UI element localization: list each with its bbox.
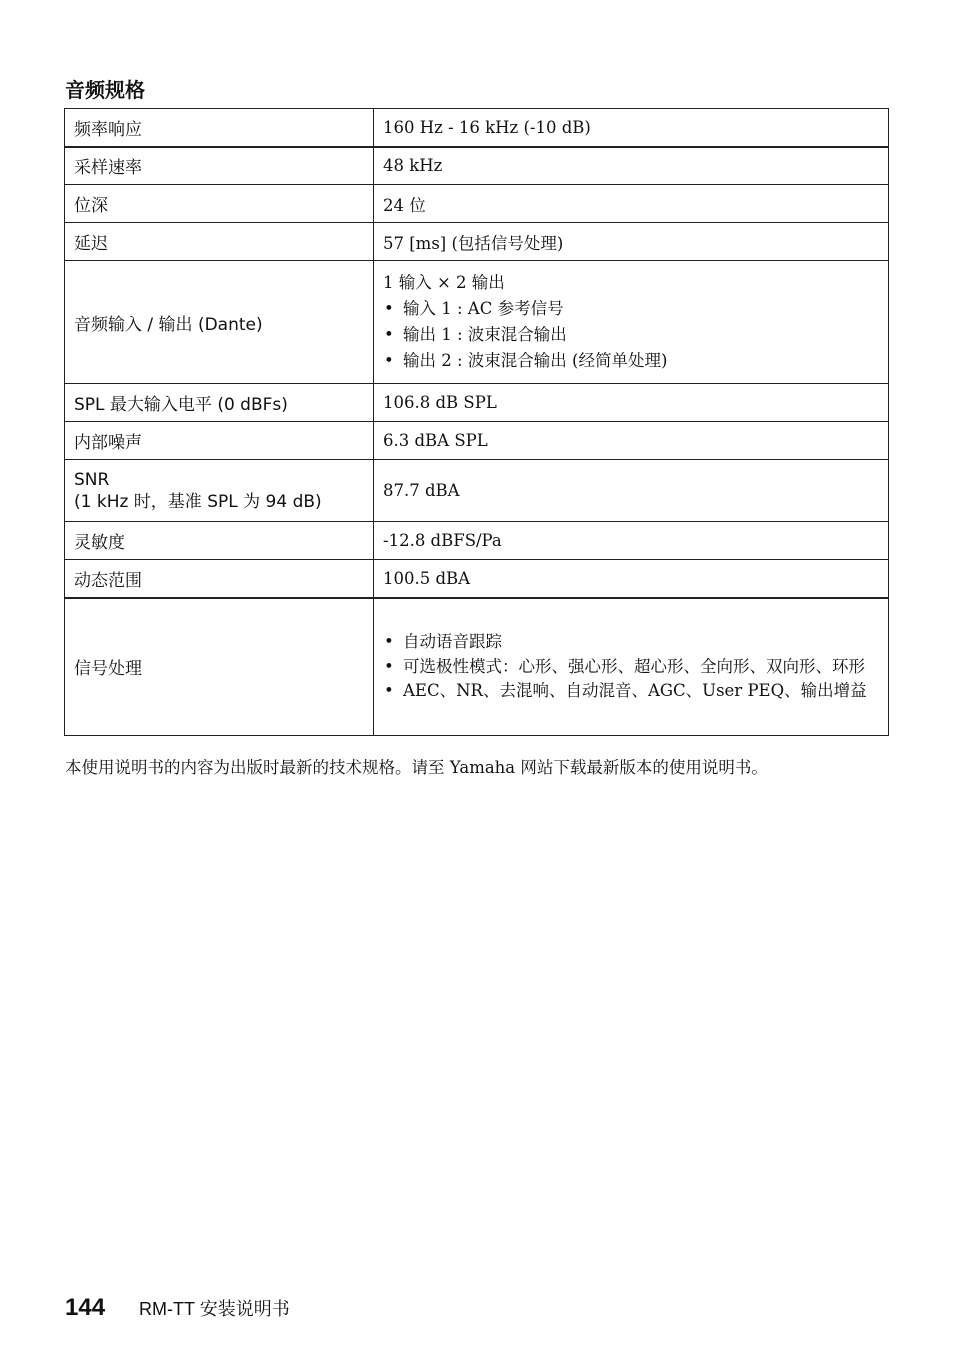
bullet-item: • 输出 1 : 波束混合输出 <box>383 322 879 348</box>
bullet-item: • AEC、NR、去混响、自动混音、AGC、User PEQ、输出增益 <box>383 679 879 703</box>
bullet-item: • 自动语音跟踪 <box>383 629 879 655</box>
row-value: 24 位 <box>374 185 889 223</box>
row-label: 音频输入 / 输出 (Dante) <box>65 261 374 384</box>
row-label: SPL 最大输入电平 (0 dBFs) <box>65 384 374 422</box>
table-row <box>65 109 889 147</box>
row-label: 动态范围 <box>65 560 374 598</box>
row-label <box>65 460 374 522</box>
row-label: 灵敏度 <box>65 522 374 560</box>
bullet-item: • 输入 1 : AC 参考信号 <box>383 296 879 322</box>
row-label: 延迟 <box>65 223 374 261</box>
row-value: 160 Hz - 16 kHz (-10 dB) <box>374 109 889 147</box>
row-value: 6.3 dBA SPL <box>374 422 889 460</box>
bullet-item: • 可选极性模式：心形、强心形、超心形、全向形、双向形、环形 <box>383 655 879 679</box>
value-line: 1 输入 × 2 输出 <box>383 272 505 292</box>
table-row <box>65 560 889 598</box>
label-line: SNR <box>74 469 110 490</box>
table-row <box>65 460 889 522</box>
table-row <box>65 261 889 384</box>
label-line: (1 kHz 时，基准 SPL 为 94 dB) <box>74 491 322 512</box>
row-label: 内部噪声 <box>65 422 374 460</box>
row-value: 100.5 dBA <box>374 560 889 598</box>
row-label: 信号处理 <box>65 598 374 736</box>
row-value: 87.7 dBA <box>374 460 889 522</box>
table-row <box>65 522 889 560</box>
table-row <box>65 185 889 223</box>
table-row <box>65 422 889 460</box>
row-value: 48 kHz <box>374 147 889 185</box>
row-value: -12.8 dBFS/Pa <box>374 522 889 560</box>
page-footer <box>65 1294 290 1322</box>
table-row <box>65 384 889 422</box>
audio-spec-table <box>64 108 889 736</box>
section-title: 音频规格 <box>65 78 145 102</box>
row-value <box>374 261 889 384</box>
bullet-item: • 输出 2 : 波束混合输出 (经简单处理) <box>383 348 879 374</box>
row-value: 106.8 dB SPL <box>374 384 889 422</box>
row-value <box>374 598 889 736</box>
table-row <box>65 147 889 185</box>
row-label: 频率响应 <box>65 109 374 147</box>
row-label: 位深 <box>65 185 374 223</box>
document-title: RM-TT 安装说明书 <box>139 1299 290 1319</box>
table-row <box>65 223 889 261</box>
row-value: 57 [ms] (包括信号处理) <box>374 223 889 261</box>
footnote: 本使用说明书的内容为出版时最新的技术规格。请至 Yamaha 网站下载最新版本的使用说明书。 <box>65 758 768 777</box>
row-label: 采样速率 <box>65 147 374 185</box>
table-row <box>65 598 889 736</box>
page-number: 144 <box>65 1294 106 1321</box>
